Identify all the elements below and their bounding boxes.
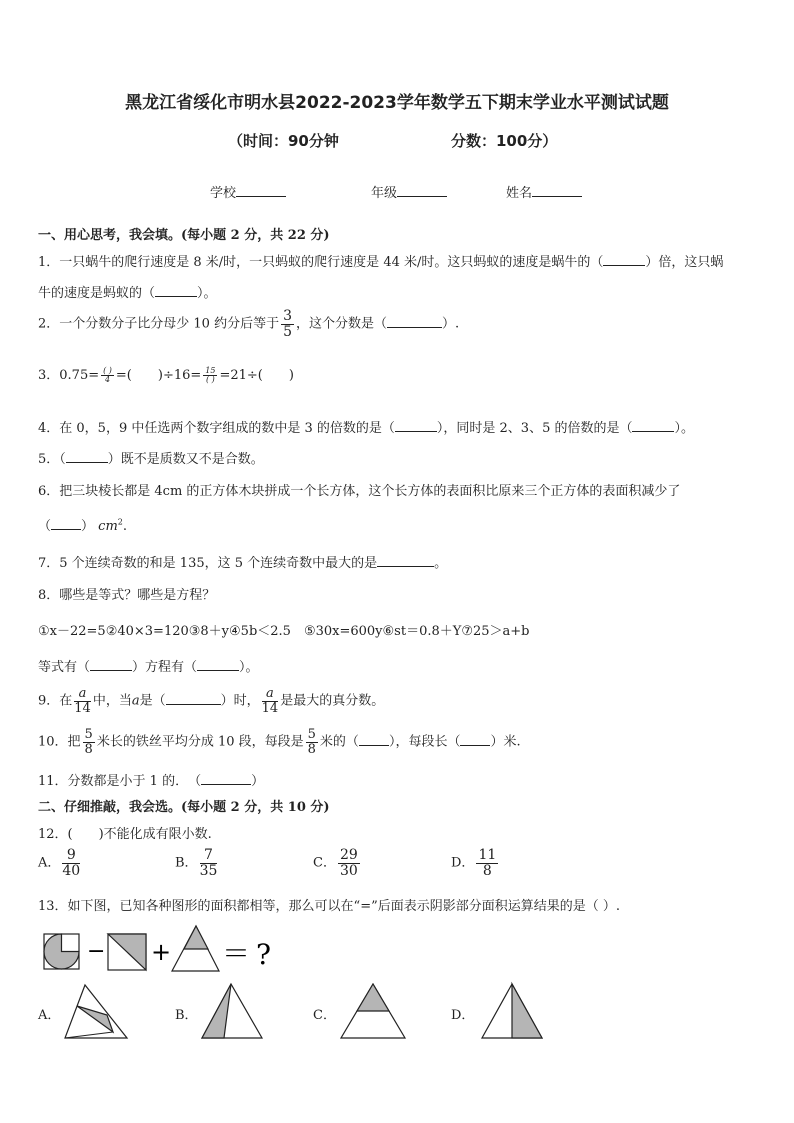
question-1-line-2: 牛的速度是蚂蚁的（ ）。 [38,282,217,301]
answer-blank[interactable] [395,418,437,432]
answer-blank[interactable] [359,732,389,746]
question-8-items: ①x－22=5②40×3=120③8＋y④5b＜2.5 ⑤30x=600y⑥st＝0.8＋Y⑦25＞a+b [38,624,530,639]
question-3: 3．0.75= $\frac{( )}{4}$ =( )÷16= $\frac{15}{( )}$ =21÷( ) [38,365,294,384]
q13-option-a-label[interactable]: A． [38,1008,61,1023]
minus-sign: − [87,939,106,964]
split-square-figure [108,934,146,970]
question-11: 11．分数都是小于 1 的． （ ） [38,770,264,789]
quarter-circle-square-figure [44,934,79,969]
name-field[interactable]: 姓名 [506,182,582,201]
question-13: 13．如下图，已知各种图形的面积都相等，那么可以在“=”后面表示阴影部分面积运算结果的是（ ）. [38,899,620,914]
option-d[interactable]: D． $\frac{11}{8}$ [451,847,497,879]
answer-blank[interactable] [197,657,239,671]
option-c[interactable]: C． $\frac{29}{30}$ [313,847,358,879]
q13-option-b-figure[interactable] [198,980,266,1042]
option-b[interactable]: B． $\frac{7}{35}$ [175,847,218,879]
q13-option-b-label[interactable]: B． [175,1008,198,1023]
option-a[interactable]: A． $\frac{9}{40}$ [38,847,81,879]
answer-blank[interactable] [201,771,251,785]
document-title: 黑龙江省绥化市明水县2022-2023学年数学五下期末学业水平测试试题 [125,93,669,113]
question-6-line-1: 6．把三块棱长都是 4cm 的正方体木块拼成一个长方体，这个长方体的表面积比原来三个正方体的表面积减少了 [38,484,681,499]
question-7: 7．5 个连续奇数的和是 135，这 5 个连续奇数中最大的是 。 [38,552,447,571]
question-12: 12．( )不能化成有限小数. [38,827,212,842]
answer-blank[interactable] [387,314,442,328]
question-4: 4．在 0，5，9 中任选两个数字组成的数中是 3 的倍数的是（ ），同时是 2、3、5 的倍数的是（ ）。 [38,417,694,436]
question-6-line-2: （ ） $cm^2$. [38,517,128,534]
question-1-line-1: 1．一只蜗牛的爬行速度是 8 米/时，一只蚂蚁的爬行速度是 44 米/时。这只蚂蚁的速度是蜗牛的（ ）倍，这只蜗 [38,251,723,270]
answer-blank[interactable] [377,553,434,567]
equals-sign: ＝ [222,937,251,970]
question-2: 2．一个分数分子比分母少 10 约分后等于 $\frac{3}{5}$ ，这个分数是（ ）. [38,308,460,340]
answer-blank[interactable] [460,732,490,746]
question-10: 10．把 $\frac{5}{8}$ 米长的铁丝平均分成 10 段，每段是 $\frac{5}{8}$ 米的（ ），每段长（ ）米. [38,727,521,757]
exam-score: 分数：100分） [451,132,558,150]
question-9: 9．在 $\frac{a}{14}$ 中，当a是（ ）时， $\frac{a}{14}$ 是最大的真分数。 [38,686,385,716]
question-5: 5．（ ）既不是质数又不是合数。 [38,448,264,467]
answer-blank[interactable] [166,691,221,705]
question-8-answer: 等式有（ ）方程有（ ）。 [38,656,259,675]
school-field[interactable]: 学校 [210,182,286,201]
trapezoid-triangle-figure [172,926,219,971]
question-13-figure [38,922,288,978]
q13-option-c-label[interactable]: C． [313,1008,336,1023]
answer-blank[interactable] [603,252,645,266]
grade-field[interactable]: 年级 [371,182,447,201]
answer-blank[interactable] [51,516,81,530]
section-1-title: 一、用心思考，我会填。(每小题 2 分，共 22 分) [38,228,330,243]
answer-blank[interactable] [632,418,674,432]
answer-blank[interactable] [155,283,197,297]
question-8: 8．哪些是等式？哪些是方程？ [38,588,216,603]
q13-option-d-figure[interactable] [478,980,546,1042]
answer-blank[interactable] [66,449,108,463]
q13-option-c-figure[interactable] [338,980,408,1042]
q13-option-d-label[interactable]: D． [451,1008,475,1023]
question-mark: ? [256,938,272,971]
plus-sign: + [151,938,172,966]
q13-option-a-figure[interactable] [62,980,130,1042]
section-2-title: 二、仔细推敲，我会选。(每小题 2 分，共 10 分) [38,800,330,815]
exam-time: （时间：90分钟 [228,132,339,150]
answer-blank[interactable] [90,657,132,671]
